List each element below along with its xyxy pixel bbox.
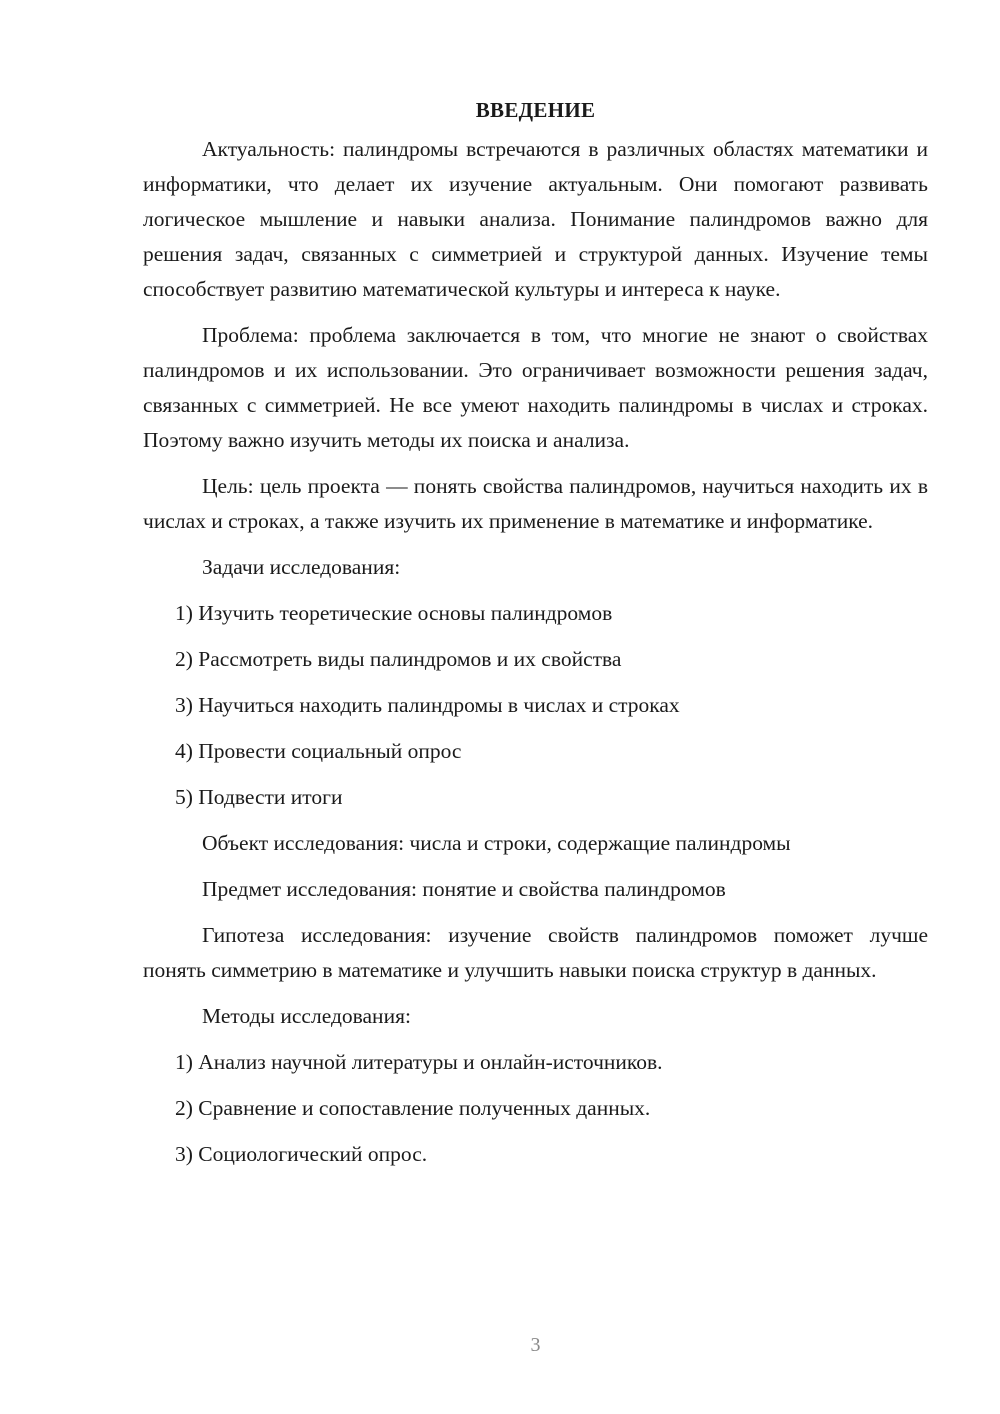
document-page [143,92,928,1183]
method-item: 2) Сравнение и сопоставление полученных данных. [175,1096,651,1120]
method-item: 3) Социологический опрос. [175,1142,428,1166]
relevance-paragraph: Актуальность: палиндромы встречаются в различных областях математики и информатики, что делает их изучение актуальным. Они помогают развивать логическое мышление и навыки анализа. Понимание палиндромов важно для решения задач, связанных с симметрией и структурой данных. Изучение темы способствует развитию математической культуры и интереса к науке. [143,137,928,301]
task-item: 5) Подвести итоги [175,785,343,809]
problem-paragraph: Проблема: проблема заключается в том, что многие не знают о свойствах палиндромов и их использовании. Это ограничивает возможности решения задач, связанных с симметрией. Не все умеют находить палиндромы в числах и строках. Поэтому важно изучить методы их поиска и анализа. [143,323,928,452]
task-item: 3) Научиться находить палиндромы в числах и строках [175,693,680,717]
goal-paragraph: Цель: цель проекта — понять свойства палиндромов, научиться находить их в числах и строках, а также изучить их применение в математике и информатике. [143,474,928,533]
methods-heading: Методы исследования: [202,1004,411,1028]
task-item: 4) Провести социальный опрос [175,739,462,763]
task-item: 1) Изучить теоретические основы палиндромов [175,601,613,625]
page-number: 3 [530,1334,541,1356]
tasks-heading: Задачи исследования: [202,555,401,579]
page-title: ВВЕДЕНИЕ [475,98,596,122]
hypothesis-paragraph: Гипотеза исследования: изучение свойств палиндромов поможет лучше понять симметрию в математике и улучшить навыки поиска структур в данных. [143,923,928,982]
task-item: 2) Рассмотреть виды палиндромов и их свойства [175,647,622,671]
method-item: 1) Анализ научной литературы и онлайн-источников. [175,1050,663,1074]
research-subject: Предмет исследования: понятие и свойства палиндромов [202,877,726,901]
research-object: Объект исследования: числа и строки, содержащие палиндромы [202,831,791,855]
